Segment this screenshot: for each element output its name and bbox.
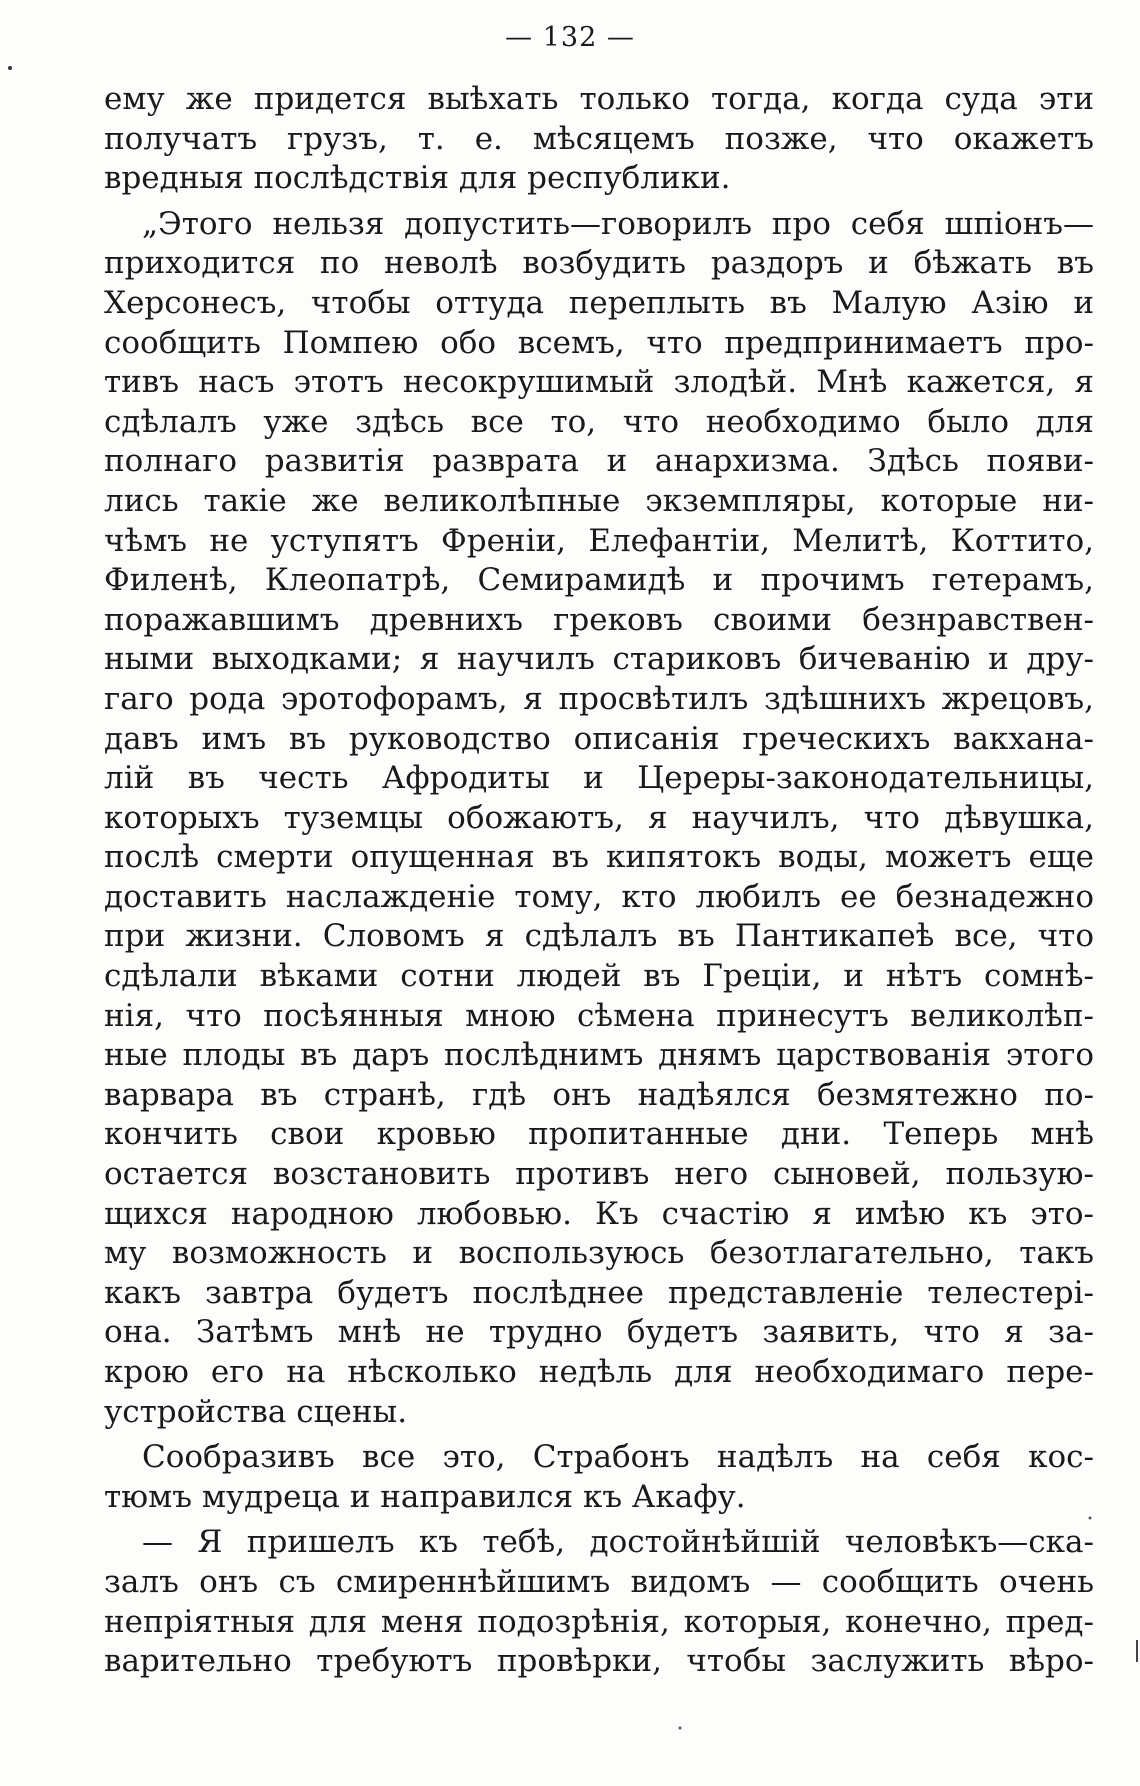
text-line: тивъ насъ этотъ несокрушимый злодѣй. Мнѣ кажется, я	[104, 364, 1094, 401]
text-line: приходится по неволѣ возбудить раздоръ и бѣжать въ	[104, 245, 1094, 282]
text-line: которыхъ туземцы обожаютъ, я научилъ, что дѣвушка,	[104, 799, 1094, 836]
text-line: лись такіе же великолѣпные экземпляры, которые ни-	[104, 482, 1094, 519]
text-line: сдѣлалъ уже здѣсь все то, что необходимо было для	[104, 403, 1094, 440]
text-line: сдѣлали вѣками сотни людей въ Греціи, и нѣтъ сомнѣ-	[104, 958, 1094, 995]
text-line: кончить свои кровью пропитанные дни. Теперь мнѣ	[104, 1116, 1094, 1153]
text-line: при жизни. Словомъ я сдѣлалъ въ Пантикапеѣ все, что	[104, 918, 1094, 955]
text-line: ные плоды въ даръ послѣднимъ днямъ царствованія этого	[104, 1037, 1094, 1074]
text-line: Херсонесъ, чтобы оттуда переплыть въ Малую Азію и	[104, 284, 1094, 321]
text-line: щихся народною любовью. Къ счастію я имѣю къ это-	[104, 1195, 1094, 1232]
text-line: какъ завтра будетъ послѣднее представленіе телестері-	[104, 1274, 1094, 1311]
text-line: остается возстановить противъ него сыновей, пользую-	[104, 1156, 1094, 1193]
text-line: непріятныя для меня подозрѣнія, которыя, конечно, пред-	[104, 1603, 1094, 1640]
text-line: вредныя послѣдствія для республики.	[104, 160, 731, 197]
text-line: сообщить Помпею обо всемъ, что предпринимаетъ про-	[104, 324, 1094, 361]
text-line: послѣ смерти опущенная въ кипятокъ воды, можетъ еще	[104, 839, 1094, 876]
text-line: му возможность и воспользуюсь безотлагательно, такъ	[104, 1235, 1094, 1272]
text-line: залъ онъ съ смиреннѣйшимъ видомъ — сообщить очень	[104, 1563, 1094, 1600]
ink-speck	[679, 1727, 682, 1730]
ink-speck	[1136, 1640, 1138, 1662]
text-line: варительно требуютъ провѣрки, чтобы заслужить вѣро-	[104, 1643, 1094, 1680]
text-line: Филенѣ, Клеопатрѣ, Семирамидѣ и прочимъ гетерамъ,	[104, 562, 1094, 599]
text-line: полнаго развитія разврата и анархизма. Здѣсь появи-	[104, 443, 1094, 480]
page-number: — 132 —	[505, 22, 635, 53]
text-line: давъ имъ въ руководство описанія греческихъ вакхана-	[104, 720, 1094, 757]
text-line: ему же придется выѣхать только тогда, когда суда эти	[104, 81, 1094, 117]
text-line: поражавшимъ древнихъ грековъ своими безнравствен-	[104, 601, 1094, 638]
text-line: „Этого нельзя допустить—говорилъ про себя шпіонъ—	[142, 205, 1094, 242]
text-line: нія, что посѣянныя мною сѣмена принесутъ великолѣп-	[104, 997, 1094, 1034]
text-line: она. Затѣмъ мнѣ не трудно будетъ заявить, что я за-	[104, 1314, 1094, 1351]
text-line: доставить наслажденіе тому, кто любилъ ее безнадежно	[104, 878, 1094, 915]
text-line: чѣмъ не уступятъ Френіи, Елефантіи, Мелитѣ, Коттито,	[104, 522, 1094, 559]
text-line: — Я пришелъ къ тебѣ, достойнѣйшій человѣкъ—ска-	[142, 1524, 1094, 1561]
text-line: крою его на нѣсколько недѣль для необходимаго пере-	[104, 1354, 1094, 1390]
ink-speck	[8, 66, 12, 70]
text-line: варвара въ странѣ, гдѣ онъ надѣялся безмятежно по-	[104, 1076, 1094, 1113]
text-line: гаго рода эротофорамъ, я просвѣтилъ здѣшнихъ жрецовъ,	[104, 680, 1094, 717]
text-line: Сообразивъ все это, Страбонъ надѣлъ на себя кос-	[142, 1439, 1094, 1476]
text-line: лій въ честь Афродиты и Цереры-законодательницы,	[104, 760, 1094, 797]
text-line: тюмъ мудреца и направился къ Акафу.	[104, 1478, 746, 1515]
body-text	[104, 80, 1094, 1682]
text-line: ными выходками; я научилъ стариковъ бичеванію и дру-	[104, 641, 1094, 678]
text-line: получатъ грузъ, т. е. мѣсяцемъ позже, что окажетъ	[104, 120, 1094, 157]
text-line: устройства сцены.	[104, 1393, 408, 1430]
